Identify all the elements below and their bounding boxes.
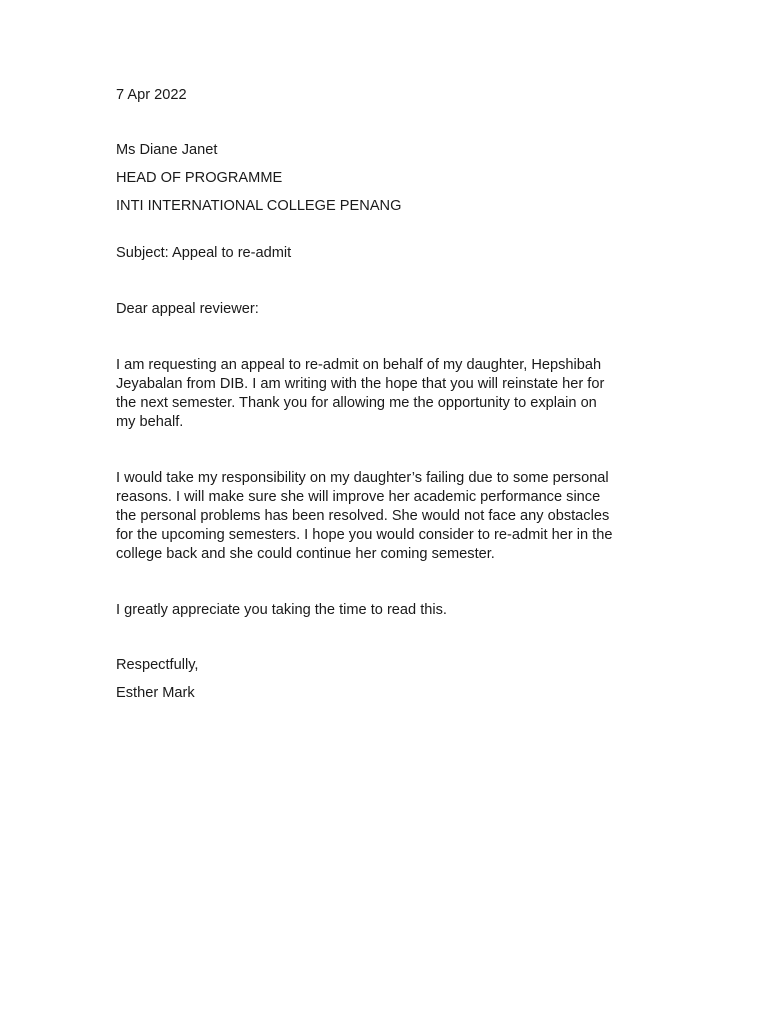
recipient-title: HEAD OF PROGRAMME [116,170,283,186]
paragraph-1 [116,356,656,432]
signature-name: Esther Mark [116,685,195,701]
paragraph-line: the personal problems has been resolved. She would not face any obstacles [116,508,610,524]
recipient-name: Ms Diane Janet [116,142,218,158]
letter-body [116,86,656,703]
paragraph-line: college back and she could continue her coming semester. [116,546,495,562]
paragraph-2 [116,469,656,564]
letter-subject: Subject: Appeal to re-admit [116,245,292,261]
paragraph-line: for the upcoming semesters. I hope you would consider to re-admit her in the [116,527,613,543]
paragraph-line: reasons. I will make sure she will improve her academic performance since [116,489,601,505]
recipient-organization: INTI INTERNATIONAL COLLEGE PENANG [116,198,402,214]
paragraph-3 [116,601,656,620]
paragraph-line: Jeyabalan from DIB. I am writing with the hope that you will reinstate her for [116,376,605,392]
letter-salutation: Dear appeal reviewer: [116,301,259,317]
paragraph-line: the next semester. Thank you for allowing me the opportunity to explain on [116,395,597,411]
letter-date: 7 Apr 2022 [116,87,187,103]
letter-closing: Respectfully, [116,657,199,673]
paragraph-line: my behalf. [116,414,184,430]
recipient-block [116,141,656,216]
paragraph-line: I am requesting an appeal to re-admit on behalf of my daughter, Hepshibah [116,357,602,373]
paragraph-line: I greatly appreciate you taking the time to read this. [116,602,447,618]
paragraph-line: I would take my responsibility on my daughter’s failing due to some personal [116,470,609,486]
